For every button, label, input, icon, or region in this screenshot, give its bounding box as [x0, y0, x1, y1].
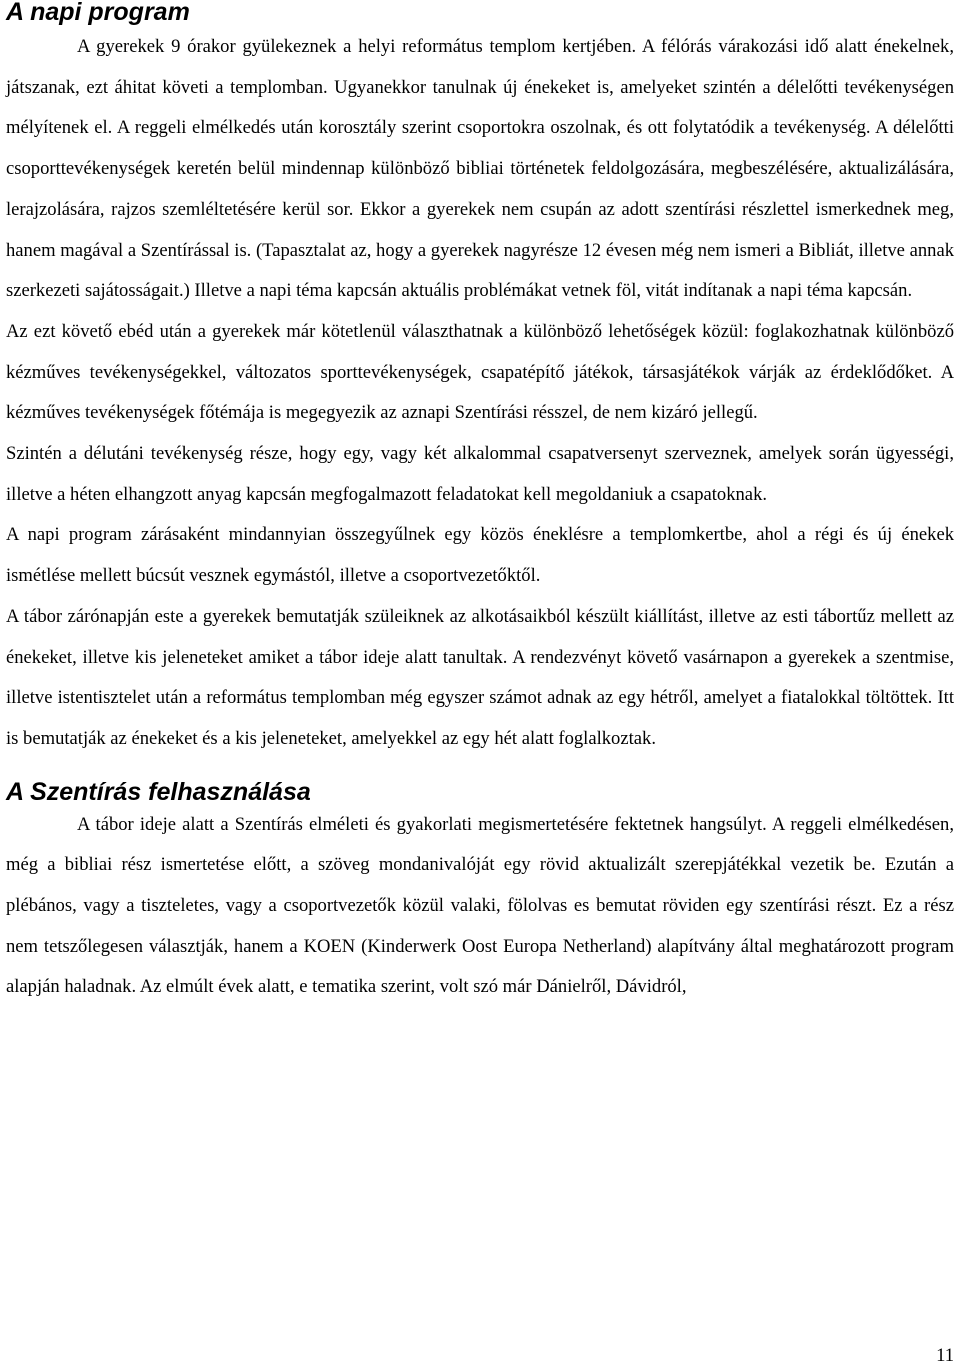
- paragraph-scripture-use: A tábor ideje alatt a Szentírás elméleti és gyakorlati megismertetésére fektetnek hangsúlyt. A reggeli elmélkedésen, még a bibliai rész ismertetése előtt, a szöveg mondanivalóját egy rövid aktualizált szerepjátékkal vezetik be. Ezután a plébános, vagy a tiszteletes, vagy a csoportvezetők közül valaki, fölolvas es bemutat röviden egy szentírási részt. Ez a rész nem tetszőlegesen választják, hanem a KOEN (Kinderwerk Oost Europa Netherland) alapítvány által meghatározott program alapján haladnak. Az elmúlt évek alatt, e tematika szerint, volt szó már Dánielről, Dávidról,: [6, 813, 954, 998]
- paragraph-daily-morning: A gyerekek 9 órakor gyülekeznek a helyi református templom kertjében. A félórás várakozási idő alatt énekelnek, játszanak, ezt áhitat követi a templomban. Ugyanekkor tanulnak új énekeket is, amelyeket szintén a délelőtti tevékenységen mélyítenek el. A reggeli elmélkedés után korosztály szerint csoportokra oszolnak, és ott folytatódik a tevékenység. A délelőtti csoporttevékenységek keretén belül mindennap különböző bibliai történetek feldolgozására, megbeszélésére, aktualizálására, lerajzolására, rajzos szemléltetésére kerül sor. Ekkor a gyerekek nem csupán az adott szentírási részlettel ismerkednek meg, hanem magával a Szentírással is. (Tapasztalat az, hogy a gyerekek nagyrésze 12 évesen még nem ismeri a Bibliát, illetve annak szerkezeti sajátosságait.) Illetve a napi téma kapcsán aktuális problémákat vetnek föl, vitát indítanak a napi téma kapcsán.: [6, 36, 954, 302]
- paragraph-daily-afternoon: Az ezt követő ebéd után a gyerekek már kötetlenül választhatnak a különböző lehetőségek közül: foglakozhatnak különböző kézműves tevékenységekkel, változatos sporttevékenységek, csapatépítő játékok, társasjátékok várják az érdeklődőket. A kézműves tevékenységek főtémája is megegyezik az aznapi Szentírási résszel, de nem kizáró jellegű.: [6, 320, 954, 424]
- page-number: 11: [936, 1345, 954, 1366]
- paragraph-camp-final-day: A tábor zárónapján este a gyerekek bemutatják szüleiknek az alkotásaikból készült kiállítást, illetve az esti tábortűz mellett az énekeket, illetve kis jeleneteket amiket a tábor ideje alatt tanultak. A rendezvényt követő vasárnapon a gyerekek a szentmise, illetve istentisztelet után a református templomban még egyszer számot adnak az egy hétről, amelyet a fiatalokkal töltöttek. Itt is bemutatják az énekeket és a kis jeleneteket, amelyekkel az egy hét alatt foglalkoztak.: [6, 605, 954, 749]
- paragraph-daily-closing: A napi program zárásaként mindannyian összegyűlnek egy közös éneklésre a templomkertbe, ahol a régi és új énekek ismétlése mellett búcsút vesznek egymástól, illetve a csoportvezetőktől.: [6, 524, 954, 587]
- paragraph-daily-competition: Szintén a délutáni tevékenység része, hogy egy, vagy két alkalommal csapatversenyt szerveznek, amelyek során ügyességi, illetve a héten elhangzott anyag kapcsán megfogalmazott feladatokat kell megoldaniuk a csapatoknak.: [6, 443, 954, 505]
- section-heading-daily-program: A napi program: [6, 0, 190, 26]
- section-heading-scripture-use: A Szentírás felhasználása: [6, 777, 311, 806]
- document-page: [6, 0, 954, 1008]
